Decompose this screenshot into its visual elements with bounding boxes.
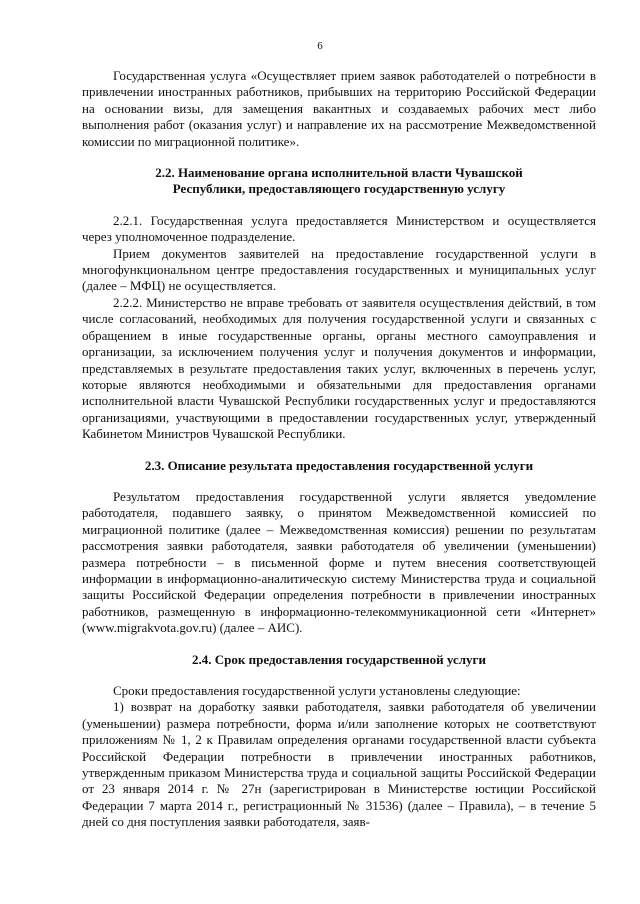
section-2-4-paragraph: 1) возврат на доработку заявки работодателя, заявки работодателя об увеличении (уменьшении) размера потребности, форма и/или заполнение которых не соответствуют приложениям № 1, 2 к Правилам определения органами государственной власти субъекта Российской Федерации потребности в привлечении иностранных работников, утвержденным приказом Министерства труда и социальной защиты Российской Федерации от 23 января 2014 г. № 27н (зарегистрирован в Министерстве юстиции Российской Федерации 7 марта 2014 г., регистрационный № 31536) (далее – Правила), – в течение 5 дней со дня поступления заявки работодателя, заяв- — [82, 699, 596, 830]
section-2-2-paragraph: Прием документов заявителей на предоставление государственной услуги в многофункциональном центре предоставления государственных и муниципальных услуг (далее – МФЦ) не осуществляется. — [82, 245, 596, 294]
section-2-4-paragraph: Сроки предоставления государственной услуги установлены следующие: — [113, 683, 521, 698]
section-2-4-heading: 2.4. Срок предоставления государственной услуги — [192, 651, 486, 667]
page-number: 6 — [317, 40, 323, 52]
intro-paragraph: Государственная услуга «Осуществляет прием заявок работодателей о потребности в привлечении иностранных работников, прибывших на территорию Российской Федерации на основании визы, для замещения вакантных и создаваемых рабочих мест либо выполнения работ (оказания услуг) и направление их на рассмотрение Межведомственной комиссии по миграционной политике». — [82, 68, 596, 149]
section-2-2-heading: 2.2. Наименование органа исполнительной власти Чувашской Республики, предоставляющего государственную услугу — [155, 165, 523, 197]
section-2-3-heading: 2.3. Описание результата предоставления государственной услуги — [144, 457, 534, 473]
page-content — [82, 68, 596, 831]
section-2-2-paragraph: 2.2.1. Государственная услуга предоставляется Министерством и осуществляется через уполномоченное подразделение. — [82, 212, 596, 245]
section-2-3-paragraph: Результатом предоставления государственной услуги является уведомление работодателя, подавшего заявку, о принятом Межведомственной комиссией по миграционной политике (далее – Межведомственная комиссия) решении по результатам рассмотрения заявки работодателя, заявки работодателя об увеличении (уменьшении) размера потребности – в письменной форме и путем внесения соответствующей информации в информационно-аналитическую систему Министерства труда и социальной защиты Российской Федерации определения потребности в привлечении иностранных работников, размещенную в информационно-телекоммуникационной сети «Интернет» (www.migrakvota.gov.ru) (далее – АИС). — [82, 488, 596, 636]
section-2-2-paragraph: 2.2.2. Министерство не вправе требовать от заявителя осуществления действий, в том числе согласований, необходимых для получения государственной услуги и связанных с обращением в иные государственные органы, органы местного самоуправления и организации, за исключением получения услуг и получения документов и информации, представляемых в результате предоставления таких услуг, включенных в перечень услуг, которые являются необходимыми и обязательными для предоставления органами исполнительной власти Чувашской Республики государственных услуг и предоставляются организациями, участвующими в предоставлении государственных услуг, утвержденный Кабинетом Министров Чувашской Республики. — [82, 294, 596, 442]
